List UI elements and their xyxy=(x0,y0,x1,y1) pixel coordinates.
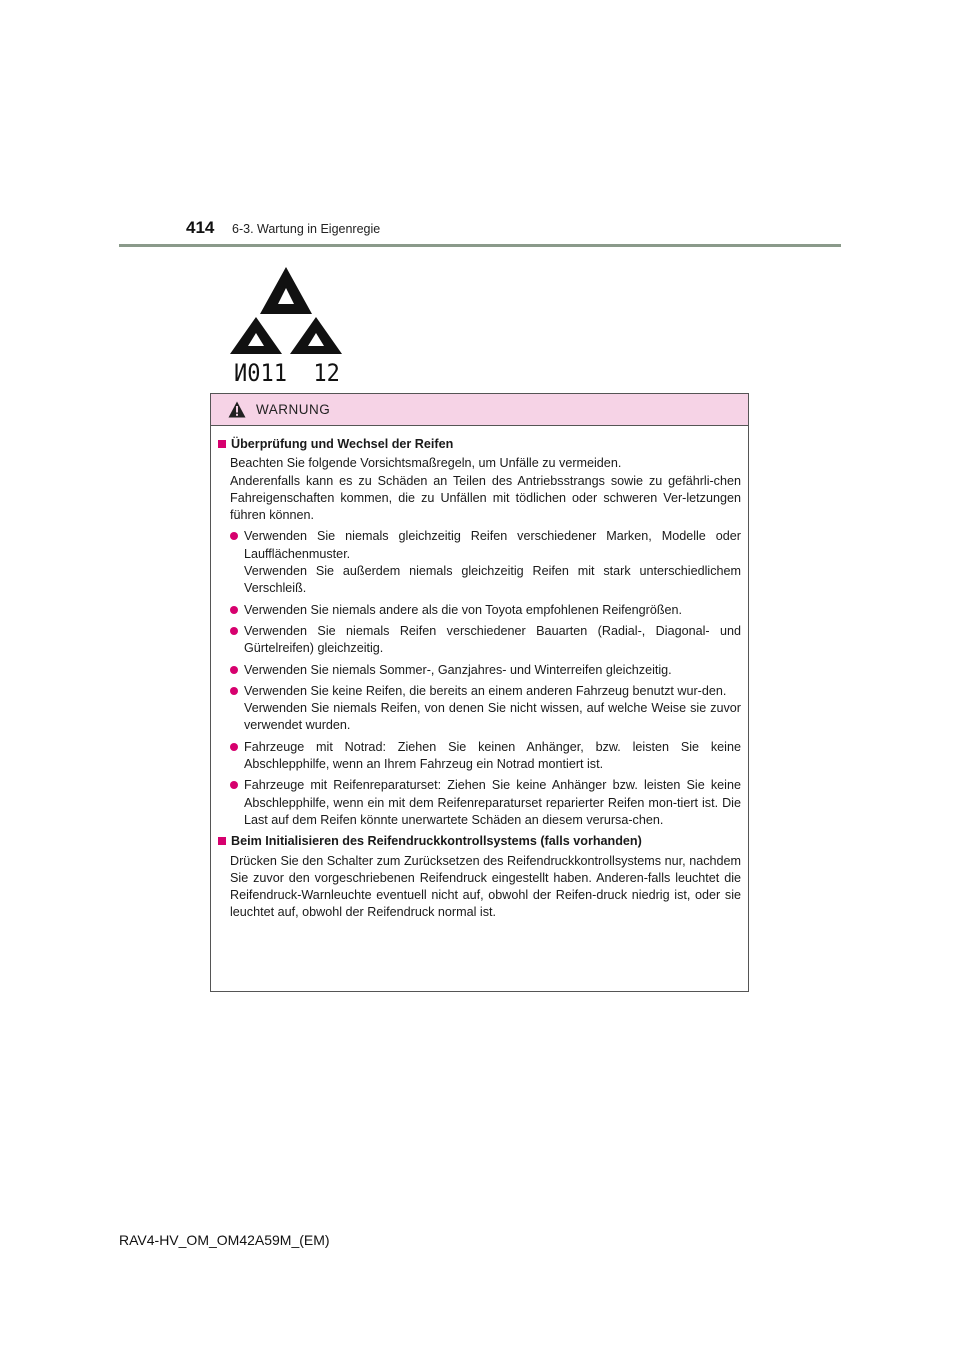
section-heading: Überprüfung und Wechsel der Reifen xyxy=(231,437,454,451)
list-item-line: Verwenden Sie niemals Reifen, von denen Sie nicht wissen, auf welche Weise sie zuvor verwendet wurden. xyxy=(244,701,741,733)
section-tpms-init xyxy=(218,833,741,921)
list-item xyxy=(230,528,741,597)
list-item-text xyxy=(244,683,741,735)
warning-box xyxy=(210,393,749,992)
page-number: 414 xyxy=(186,218,215,237)
warning-triangle-icon xyxy=(228,401,246,418)
square-bullet-icon xyxy=(218,837,226,845)
section-head xyxy=(218,833,741,850)
paragraph-line: Drücken Sie den Schalter zum Zurücksetzen des Reifendruckkontrollsystems nur, nachdem Sie zuvor den vorgeschriebenen Reifendruck eingestellt haben. Anderen-falls leuchtet die Reifendruck-Warnleuchte eventuell nicht auf, obwohl der Reifen-druck niedrig ist, oder sie leuchtet auf, obwohl der Reifendruck normal ist. xyxy=(230,853,741,920)
round-bullet-icon xyxy=(230,532,238,540)
triangle-right-icon xyxy=(290,317,342,354)
list-item-text xyxy=(244,662,741,679)
section-paragraph xyxy=(230,455,741,524)
tire-mark-illustration xyxy=(228,262,344,384)
list-item-text xyxy=(244,602,741,619)
list-item-line: Fahrzeuge mit Reifenreparaturset: Ziehen Sie keine Anhänger bzw. leisten Sie keine Abschlepphilfe, wenn ein mit dem Reifenreparaturset reparierter Reifen mon-tiert ist. Die Last auf dem Reifen könnte unerwartete Schäden an diesem verursa-chen. xyxy=(244,778,741,827)
list-item xyxy=(230,662,741,679)
section-paragraph xyxy=(230,853,741,922)
model-code-footer: RAV4-HV_OM_OM42A59M_(EM) xyxy=(119,1232,330,1248)
round-bullet-icon xyxy=(230,627,238,635)
list-item-line: Verwenden Sie niemals gleichzeitig Reifen verschiedener Marken, Modelle oder Laufflächenmuster. xyxy=(244,529,741,561)
list-item-text xyxy=(244,528,741,597)
list-item-text xyxy=(244,777,741,829)
round-bullet-icon xyxy=(230,606,238,614)
paragraph-line: Anderenfalls kann es zu Schäden an Teilen des Antriebsstrangs sowie zu gefährli-chen Fahreigenschaften kommen, die zu Unfällen mit tödlichen oder schweren Ver-letzungen führen können. xyxy=(230,473,741,523)
list-item xyxy=(230,739,741,774)
list-item-line: Verwenden Sie keine Reifen, die bereits an einem anderen Fahrzeug benutzt wur-den. xyxy=(244,683,727,698)
list-item-line: Verwenden Sie niemals Sommer-, Ganzjahres- und Winterreifen gleichzeitig. xyxy=(244,662,672,677)
header-rule xyxy=(119,244,841,247)
section-title: 6-3. Wartung in Eigenregie xyxy=(232,222,381,236)
list-item xyxy=(230,683,741,735)
list-item-line: Fahrzeuge mit Notrad: Ziehen Sie keinen Anhänger, bzw. leisten Sie keine Abschlepphilfe, wenn an Ihrem Fahrzeug ein Notrad montiert ist. xyxy=(244,739,741,772)
triangle-top-icon xyxy=(260,267,312,314)
list-item xyxy=(230,602,741,619)
list-item-line: Verwenden Sie außerdem niemals gleichzeitig Reifen mit stark unterschiedlichem Verschleiß. xyxy=(244,564,741,596)
list-item xyxy=(230,623,741,658)
warning-title: WARNUNG xyxy=(256,402,331,417)
round-bullet-icon xyxy=(230,781,238,789)
warning-header xyxy=(211,394,748,426)
section-head xyxy=(218,436,741,453)
list-item-line: Verwenden Sie niemals Reifen verschiedener Bauarten (Radial-, Diagonal- und Gürtelreifen) gleichzeitig. xyxy=(244,623,741,656)
list-item-text xyxy=(244,623,741,658)
list-item xyxy=(230,777,741,829)
list-item-text xyxy=(244,739,741,774)
section-heading: Beim Initialisieren des Reifendruckkontrollsystems (falls vorhanden) xyxy=(231,834,642,849)
round-bullet-icon xyxy=(230,687,238,695)
section-tire-check xyxy=(218,436,741,829)
list-item-line: Verwenden Sie niemals andere als die von Toyota empfohlenen Reifengrößen. xyxy=(244,602,683,617)
square-bullet-icon xyxy=(218,440,226,448)
triangle-left-icon xyxy=(230,317,282,354)
warning-body xyxy=(211,426,748,922)
round-bullet-icon xyxy=(230,743,238,751)
paragraph-line: Beachten Sie folgende Vorsichtsmaßregeln, um Unfälle zu vermeiden. xyxy=(230,456,622,471)
tire-mark-code: И011 12 xyxy=(234,359,340,384)
round-bullet-icon xyxy=(230,666,238,674)
